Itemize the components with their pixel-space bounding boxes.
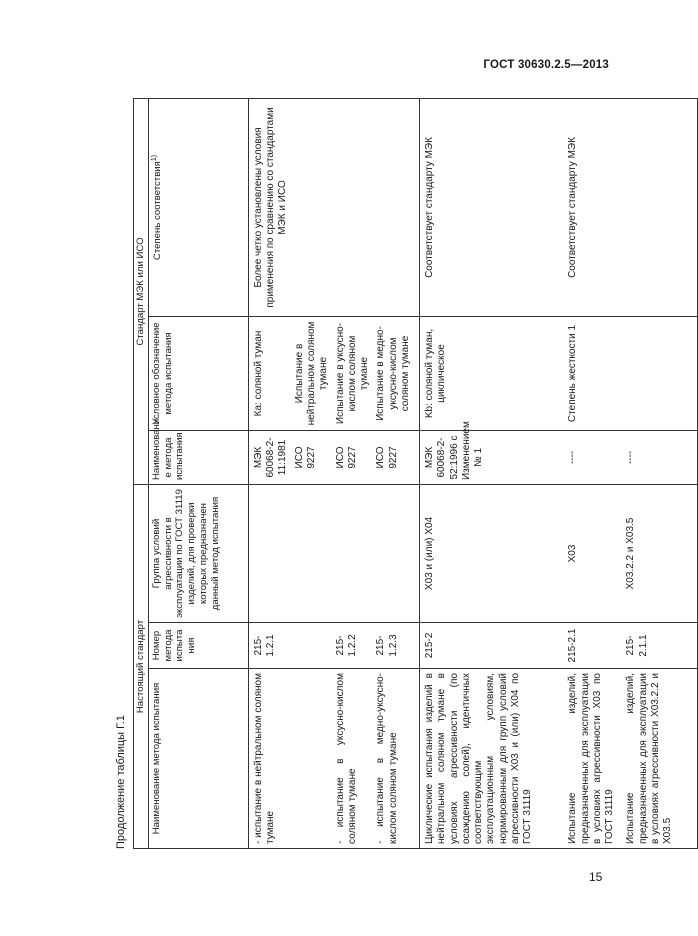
- cell-conformity: Более четко установлены условия применения по сравнению со стандартами МЭК и ИСО: [248, 98, 291, 316]
- cell-method-name: - испытание в нейтральном соляном тумане: [248, 669, 291, 849]
- cell-designation: Испытание в медно-уксусно-кислом соляном тумане: [373, 317, 419, 431]
- table-row: [623, 98, 697, 848]
- cell-group: [292, 485, 333, 623]
- cell-conformity: [373, 98, 419, 316]
- cell-method-name: Циклические испытания изделий в нейтральном соляном тумане в условиях агрессивности (по осаждению солей), идентичных соответствующим эксплуатационным условиям, нормированным для групп условий агрессивности Х03 и (или) Х04 по ГОСТ 31119: [419, 669, 565, 849]
- table-row: [373, 98, 419, 848]
- cell-designation: Kb: соляной туман, циклическое: [419, 317, 565, 431]
- cell-std-name: ИСО 9227: [333, 431, 374, 485]
- section-iec-iso-standard: Стандарт МЭК или ИСО: [134, 98, 149, 484]
- cell-conformity: [292, 98, 333, 316]
- cell-conformity: [623, 98, 697, 316]
- col-header-designation: Условное обозначение метода испытания: [148, 317, 248, 431]
- cell-method-no: 215-2: [419, 623, 565, 669]
- cell-method-no: 215-1.2.3: [373, 623, 419, 669]
- table-caption: Продолжение таблицы Г.1: [115, 715, 127, 849]
- cell-method-no: 215-1.2.1: [248, 623, 291, 669]
- cell-method-no: 215-2.1.1: [623, 623, 697, 669]
- cell-conformity: Соответствует стандарту МЭК: [419, 98, 565, 316]
- cell-std-name: МЭК 60068-2-52:1996 с Изменением № 1: [419, 431, 565, 485]
- table-row: [248, 98, 291, 848]
- cell-group: [248, 485, 291, 623]
- cell-method-name: Испытание изделий, предназначенных для эксплуатации в условиях агрессивности Х03.2.2 и Х03.5: [623, 669, 697, 849]
- cell-method-name: - испытание в уксусно-кислом соляном тумане: [333, 669, 374, 849]
- cell-group: Х03: [565, 485, 623, 623]
- document-code: ГОСТ 30630.2.5—2013: [483, 59, 609, 71]
- cell-conformity: [333, 98, 374, 316]
- cell-group: Х03 и (или) Х04: [419, 485, 565, 623]
- cell-std-name: ----: [565, 431, 623, 485]
- section-national-standard: Настоящий стандарт: [134, 485, 149, 849]
- page-number: 15: [589, 870, 603, 884]
- table-row: [333, 98, 374, 848]
- cell-group: [333, 485, 374, 623]
- cell-method-name: Испытание изделий, предназначенных для эксплуатации в условиях агрессивности Х03 по ГОСТ 31119: [565, 669, 623, 849]
- col-header-group: Группа условий агрессивности в эксплуатации по ГОСТ 31119 изделий, для проверки которых предназначен данный метод испытания: [148, 485, 248, 623]
- table-row: [292, 98, 333, 848]
- col-header-method-no: Номер метода испыта ния: [148, 623, 248, 669]
- cell-std-name: ИСО 9227: [373, 431, 419, 485]
- col-header-method-name: Наименование метода испытания: [148, 669, 248, 849]
- cell-conformity: Соответствует стандарту МЭК: [565, 98, 623, 316]
- cell-method-no: 215-2.1: [565, 623, 623, 669]
- cell-designation: [623, 317, 697, 431]
- cell-std-name: ----: [623, 431, 697, 485]
- cell-method-name: [292, 669, 333, 849]
- cell-method-name: - испытание в медно-уксусно-кислом соляном тумане: [373, 669, 419, 849]
- table-row: [419, 98, 565, 848]
- footnote-mark: 1): [150, 154, 158, 162]
- rotated-table-page: [110, 99, 674, 849]
- col-header-conformity: Степень соответствия$^{1)}$: [148, 98, 248, 316]
- gost-table: [133, 98, 698, 849]
- cell-std-name: МЭК 60068-2-11:1981: [248, 431, 291, 485]
- cell-designation: Ка: соляной туман: [248, 317, 291, 431]
- cell-designation: Испытание в нейтральном соляном тумане: [292, 317, 333, 431]
- cell-method-no: 215-1.2.2: [333, 623, 374, 669]
- cell-group: Х03.2.2 и Х03.5: [623, 485, 697, 623]
- cell-designation: Степень жесткости 1: [565, 317, 623, 431]
- cell-designation: Испытание в уксусно-кислом соляном тумане: [333, 317, 374, 431]
- table-body: [248, 98, 697, 848]
- cell-group: [373, 485, 419, 623]
- table-row: [565, 98, 623, 848]
- cell-method-no: [292, 623, 333, 669]
- col-header-std-name: Наименовани е метода испытания: [148, 431, 248, 485]
- cell-std-name: ИСО 9227: [292, 431, 333, 485]
